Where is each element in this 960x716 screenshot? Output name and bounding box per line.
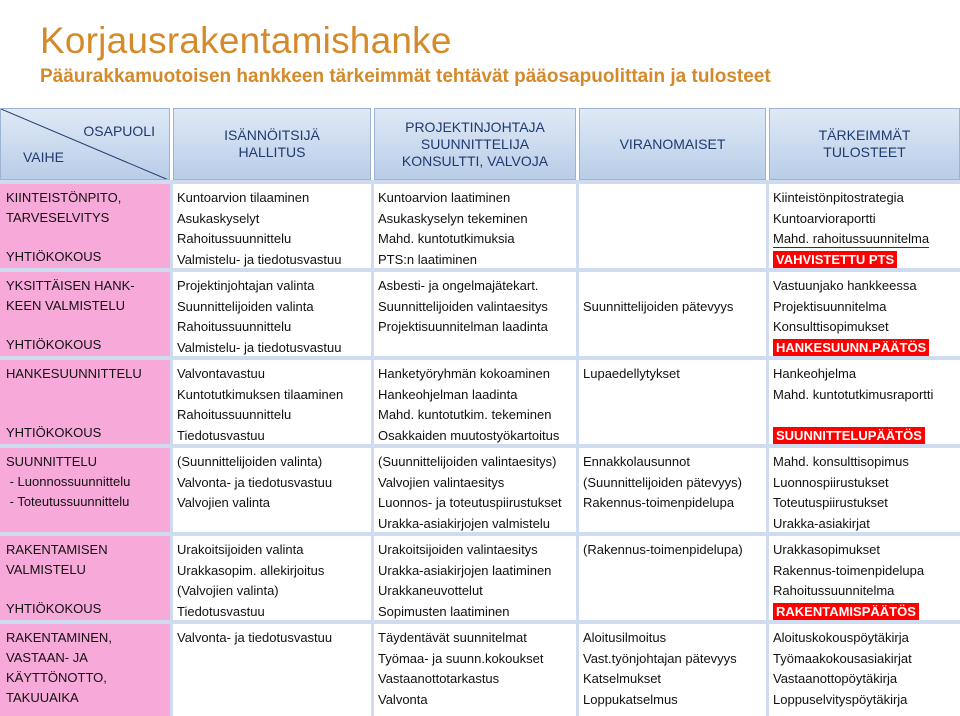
- phase-label: [0, 624, 170, 716]
- cell-text: Valvonta- ja tiedotusvastuu: [177, 630, 333, 645]
- cell-line: [773, 276, 960, 297]
- cell-line: [177, 229, 371, 250]
- cell-text: Urakoitsijoiden valintaesitys: [378, 542, 538, 557]
- cell-text: Asbesti- ja ongelmajätekart.: [378, 278, 539, 293]
- cell-c2: [374, 272, 576, 357]
- phase-decision-body: YHTIÖKOKOUS: [6, 425, 102, 440]
- cell-text: Rahoitussuunnittelu: [177, 319, 292, 334]
- cell-text: Rahoitussuunnittelu: [177, 407, 292, 422]
- cell-line: [378, 493, 576, 514]
- cell-line: [177, 188, 371, 209]
- cell-text: Urakkasopim. allekirjoitus: [177, 562, 325, 578]
- cell-line: [177, 385, 371, 406]
- page-subtitle: Pääurakkamuotoisen hankkeen tärkeimmät tehtävät pääosapuolittain ja tulosteet: [40, 66, 771, 87]
- cell-line: [583, 669, 766, 690]
- cell-c4: [769, 536, 960, 621]
- cell-text: Toteutuspiirustukset: [773, 495, 888, 510]
- header-line: TULOSTEET: [823, 144, 906, 160]
- cell-text: Suunnittelijoiden valinta: [177, 298, 314, 314]
- cell-text: Valmistelu- ja tiedotusvastuu: [177, 339, 342, 355]
- header-corner: [0, 108, 170, 180]
- cell-text: Vastaanottopöytäkirja: [773, 671, 898, 686]
- cell-line: [177, 276, 371, 297]
- cell-c1: [173, 272, 371, 357]
- cell-text: Hankeohjelma: [773, 366, 857, 381]
- cell-c4: [769, 184, 960, 269]
- cell-line: [177, 628, 371, 649]
- cell-line: [378, 561, 576, 582]
- cell-line: [773, 628, 960, 649]
- cell-text: Tiedotusvastuu: [177, 603, 265, 619]
- cell-line: [378, 690, 576, 711]
- cell-text: Urakkaneuvottelut: [378, 583, 483, 598]
- cell-line: [773, 250, 960, 270]
- cell-text: Asukaskyselyt: [177, 210, 260, 226]
- cell-line: [177, 405, 371, 426]
- cell-c3: [579, 272, 766, 357]
- cell-line: [378, 276, 576, 297]
- cell-text: Rahoitussuunnitelma: [773, 583, 895, 598]
- cell-line: [773, 297, 960, 318]
- cell-line: [177, 297, 371, 318]
- cell-line: [378, 209, 576, 230]
- cell-line: [177, 602, 371, 622]
- cell-line: [583, 628, 766, 649]
- cell-text: Rahoitussuunnittelu: [177, 231, 292, 246]
- cell-line: [378, 540, 576, 561]
- cell-line: [177, 364, 371, 385]
- phase-label: [0, 360, 170, 445]
- header-isannoitsija: [173, 108, 371, 180]
- cell-line: [378, 297, 576, 318]
- cell-text: Valvojien valinta: [177, 495, 270, 510]
- cell-text: Hanketyöryhmän kokoaminen: [378, 366, 550, 381]
- cell-c4: [769, 360, 960, 445]
- cell-line: [177, 250, 371, 270]
- cell-line: [773, 209, 960, 230]
- phase-label-line: TAKUUAIKA: [6, 690, 79, 705]
- cell-c2: [374, 360, 576, 445]
- header-line: ISÄNNÖITSIJÄ: [224, 127, 320, 143]
- cell-line: [773, 452, 960, 473]
- header-projektinjohtaja: [374, 108, 576, 180]
- cell-line: [378, 452, 576, 473]
- cell-text: Kuntoarvion laatiminen: [378, 190, 511, 205]
- cell-c1: [173, 360, 371, 445]
- header-line: KONSULTTI, VALVOJA: [401, 152, 549, 169]
- cell-c3: [579, 624, 766, 716]
- cell-line: [773, 602, 960, 622]
- cell-line: [378, 405, 576, 426]
- cell-text: RAKENTAMISPÄÄTÖS: [773, 603, 919, 621]
- cell-text: Urakka-asiakirjojen valmistelu: [378, 515, 550, 531]
- cell-text: (Suunnittelijoiden valintaesitys): [378, 454, 557, 469]
- cell-text: VAHVISTETTU PTS: [773, 251, 897, 269]
- cell-line: [378, 364, 576, 385]
- cell-text: Vast.työnjohtajan pätevyys: [583, 650, 737, 666]
- cell-text: Luonnos- ja toteutuspiirustukset: [378, 495, 562, 510]
- cell-line: [773, 188, 960, 209]
- cell-line: [378, 317, 576, 338]
- cell-c1: [173, 184, 371, 269]
- cell-text: Vastuunjako hankkeessa: [773, 278, 917, 293]
- phase-decision-body: YHTIÖKOKOUS: [6, 601, 102, 616]
- cell-line: [583, 690, 766, 711]
- cell-line: [378, 669, 576, 690]
- cell-text: (Valvojien valinta): [177, 583, 279, 598]
- header-line: TÄRKEIMMÄT: [818, 127, 911, 143]
- phase-label-line: KIINTEISTÖNPITO,: [6, 190, 122, 205]
- cell-line: [177, 493, 371, 514]
- cell-text: Projektinjohtajan valinta: [177, 278, 315, 293]
- cell-line: [378, 514, 576, 534]
- cell-text: Urakoitsijoiden valinta: [177, 542, 304, 557]
- phase-decision-body: YHTIÖKOKOUS: [6, 337, 102, 352]
- cell-line: [773, 649, 960, 670]
- phase-label-line: VALMISTELU: [6, 562, 86, 577]
- cell-line: [583, 452, 766, 473]
- phase-label-line: RAKENTAMISEN: [6, 542, 108, 557]
- cell-c2: [374, 624, 576, 716]
- cell-line: [177, 581, 371, 602]
- header-line: SUUNNITTELIJA: [420, 135, 530, 152]
- phase-label-line: - Luonnossuunnittelu: [6, 474, 131, 489]
- cell-text: Mahd. rahoitussuunnitelma: [773, 231, 930, 246]
- cell-text: Ennakkolausunnot: [583, 454, 690, 469]
- cell-line: [378, 628, 576, 649]
- cell-text: Valvonta- ja tiedotusvastuu: [177, 474, 333, 490]
- cell-line: [583, 540, 766, 561]
- cell-line: [378, 649, 576, 670]
- cell-line: [378, 426, 576, 446]
- phase-label: [0, 272, 170, 357]
- cell-line: [177, 561, 371, 582]
- cell-line: [177, 209, 371, 230]
- cell-text: PTS:n laatiminen: [378, 251, 477, 267]
- cell-c1: [173, 448, 371, 533]
- phase-label: [0, 184, 170, 269]
- cell-line: [773, 669, 960, 690]
- phase-label: [0, 536, 170, 621]
- cell-text: Valvojien valintaesitys: [378, 474, 505, 490]
- cell-text: Täydentävät suunnitelmat: [378, 630, 527, 645]
- cell-line: [773, 385, 960, 406]
- cell-text: Mahd. konsulttisopimus: [773, 454, 909, 469]
- cell-c1: [173, 536, 371, 621]
- corner-diagonal: [1, 109, 170, 180]
- cell-line: [773, 690, 960, 711]
- cell-text: Rakennus-toimenpidelupa: [583, 495, 735, 510]
- phase-label-line: RAKENTAMINEN,: [6, 630, 112, 645]
- phase-label-line: YKSITTÄISEN HANK-: [6, 278, 135, 293]
- cell-line: [583, 649, 766, 670]
- cell-text: HANKESUUNN.PÄÄTÖS: [773, 339, 929, 357]
- cell-c2: [374, 448, 576, 533]
- phase-label-line: TARVESELVITYS: [6, 210, 110, 225]
- cell-line: [773, 229, 960, 250]
- cell-text: Valvontavastuu: [177, 366, 265, 381]
- cell-c3: [579, 184, 766, 269]
- cell-line: [378, 229, 576, 250]
- cell-text: SUUNNITTELUPÄÄTÖS: [773, 427, 925, 445]
- cell-line: [773, 426, 960, 446]
- cell-line: [583, 493, 766, 514]
- cell-line: [378, 473, 576, 494]
- cell-line: [583, 297, 766, 318]
- cell-text: Aloitusilmoitus: [583, 630, 667, 645]
- header-osapuoli: OSAPUOLI: [83, 123, 155, 139]
- cell-line: [583, 364, 766, 385]
- cell-text: Aloituskokouspöytäkirja: [773, 630, 909, 645]
- cell-c3: [579, 448, 766, 533]
- header-line: VIRANOMAISET: [619, 135, 726, 152]
- cell-line: [773, 561, 960, 582]
- cell-text: Kiinteistönpitostrategia: [773, 190, 904, 205]
- phase-label: [0, 448, 170, 533]
- cell-text: Lupaedellytykset: [583, 366, 680, 381]
- cell-line: [583, 473, 766, 494]
- header-tulosteet: [769, 108, 960, 180]
- phase-label-line: KÄYTTÖNOTTO,: [6, 670, 107, 685]
- cell-text: Suunnittelijoiden pätevyys: [583, 298, 734, 314]
- cell-text: Luonnospiirustukset: [773, 474, 889, 490]
- cell-line: [583, 276, 766, 297]
- cell-text: Asukaskyselyn tekeminen: [378, 210, 528, 226]
- cell-line: [177, 338, 371, 358]
- cell-c3: [579, 360, 766, 445]
- cell-line: [773, 317, 960, 338]
- cell-line: [378, 188, 576, 209]
- cell-text: Työmaa- ja suunn.kokoukset: [378, 650, 544, 666]
- cell-line: [773, 405, 960, 426]
- cell-c2: [374, 536, 576, 621]
- cell-text: Mahd. kuntotutkimusraportti: [773, 386, 934, 402]
- cell-text: Projektisuunnitelma: [773, 298, 887, 314]
- cell-text: Urakka-asiakirjojen laatiminen: [378, 562, 552, 578]
- cell-text: Hankeohjelman laadinta: [378, 386, 518, 402]
- cell-text: Mahd. kuntotutkimuksia: [378, 231, 515, 246]
- header-vaihe: VAIHE: [23, 149, 64, 165]
- cell-line: [177, 452, 371, 473]
- cell-line: [378, 385, 576, 406]
- cell-line: [177, 540, 371, 561]
- phase-label-line: VASTAAN- JA: [6, 650, 88, 665]
- cell-line: [378, 250, 576, 270]
- phase-decision-body: YHTIÖKOKOUS: [6, 249, 102, 264]
- cell-c4: [769, 624, 960, 716]
- cell-line: [773, 473, 960, 494]
- cell-text: Rakennus-toimenpidelupa: [773, 562, 925, 578]
- phase-label-line: - Toteutussuunnittelu: [6, 494, 130, 509]
- cell-line: [177, 317, 371, 338]
- cell-text: (Suunnittelijoiden pätevyys): [583, 474, 742, 490]
- cell-text: (Rakennus-toimenpidelupa): [583, 542, 743, 557]
- cell-text: Urakkasopimukset: [773, 542, 880, 557]
- cell-text: Kuntoarvion tilaaminen: [177, 190, 310, 205]
- cell-c1: [173, 624, 371, 716]
- cell-line: [773, 540, 960, 561]
- cell-text: Projektisuunnitelman laadinta: [378, 319, 548, 334]
- cell-text: Loppuselvityspöytäkirja: [773, 691, 908, 707]
- cell-line: [177, 473, 371, 494]
- cell-c4: [769, 448, 960, 533]
- cell-text: Suunnittelijoiden valintaesitys: [378, 298, 548, 314]
- cell-line: [773, 338, 960, 358]
- page-title: Korjausrakentamishanke: [40, 20, 452, 61]
- phase-label-line: HANKESUUNNITTELU: [6, 366, 142, 381]
- cell-line: [773, 581, 960, 602]
- cell-c4: [769, 272, 960, 357]
- cell-text: Sopimusten laatiminen: [378, 603, 510, 619]
- cell-text: Mahd. kuntotutkim. tekeminen: [378, 407, 552, 422]
- cell-line: [378, 338, 576, 358]
- cell-line: [177, 426, 371, 446]
- header-line: HALLITUS: [238, 144, 306, 160]
- cell-line: [773, 364, 960, 385]
- cell-text: Tiedotusvastuu: [177, 427, 265, 443]
- cell-line: [378, 581, 576, 602]
- cell-line: [773, 514, 960, 534]
- cell-text: Valmistelu- ja tiedotusvastuu: [177, 251, 342, 267]
- cell-c3: [579, 536, 766, 621]
- cell-text: Urakka-asiakirjat: [773, 515, 870, 531]
- phase-label-line: KEEN VALMISTELU: [6, 298, 125, 313]
- cell-text: Kuntotutkimuksen tilaaminen: [177, 386, 344, 402]
- cell-text: Työmaakokousasiakirjat: [773, 650, 912, 666]
- phase-label-line: SUUNNITTELU: [6, 454, 98, 469]
- cell-text: Osakkaiden muutostyökartoitus: [378, 427, 560, 443]
- cell-text: (Suunnittelijoiden valinta): [177, 454, 323, 469]
- cell-c2: [374, 184, 576, 269]
- cell-line: [773, 493, 960, 514]
- header-line: PROJEKTINJOHTAJA: [405, 118, 545, 135]
- cell-line: [378, 602, 576, 622]
- cell-text: Kuntoarvioraportti: [773, 210, 876, 226]
- header-viranomaiset: [579, 108, 766, 180]
- cell-text: Vastaanottotarkastus: [378, 671, 500, 686]
- cell-text: Valvonta: [378, 691, 428, 707]
- cell-text: Katselmukset: [583, 671, 662, 686]
- cell-text: Loppukatselmus: [583, 691, 678, 707]
- cell-text: Konsulttisopimukset: [773, 319, 889, 334]
